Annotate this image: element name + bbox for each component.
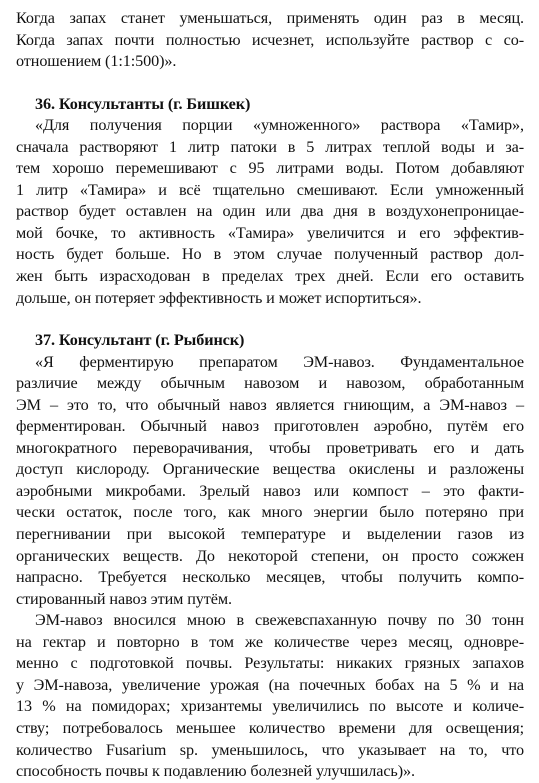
text-line: менно с подготовкой почвы. Результаты: никаких грязных запахов <box>16 654 524 673</box>
text-line: многократного переворачивания, чтобы проветривать его и дать <box>16 438 524 457</box>
text-line: ность будет больше. Но в этом случае полученный раствор дол- <box>16 245 524 264</box>
document-page <box>16 8 524 783</box>
heading-text: 36. Консультанты (г. Бишкек) <box>35 94 251 113</box>
text-line: количество Fusarium sp. уменьшилось, что указывает на то, что <box>16 740 524 759</box>
text-line: Когда запах станет уменьшаться, применять один раз в месяц. <box>16 9 524 27</box>
text-line: жен быть израсходован в пределах трех дней. Если его оставить <box>16 267 524 286</box>
section-heading <box>16 94 524 116</box>
text-line: отношением (1:1:500)». <box>16 52 177 71</box>
text-line: Когда запах почти полностью исчезнет, используйте раствор с со- <box>16 30 524 49</box>
section-heading <box>16 330 524 352</box>
text-line: доступ кислороду. Органические вещества окислены и разложены <box>16 460 524 479</box>
text-line: способность почвы к подавлению болезней улучшилась)». <box>16 762 415 781</box>
section-37-paragraph-1 <box>16 352 524 611</box>
text-line: ферментирован. Обычный навоз приготовлен аэробно, путём его <box>16 417 524 436</box>
text-line: 13 % на помидорах; хризантемы увеличились по высоте и количе- <box>16 697 524 716</box>
text-line: на гектар и повторно в том же количестве через месяц, одновре- <box>16 632 524 651</box>
text-line: ЭМ-навоз вносился мною в свежевспаханную почву по 30 тонн <box>35 611 524 630</box>
section-37-paragraph-2 <box>16 610 524 782</box>
text-line: аэробными микробами. Зрелый навоз или компост – это факти- <box>16 481 524 500</box>
section-37 <box>16 330 524 782</box>
section-spacer <box>16 309 524 330</box>
text-line: чески остаток, после того, как много энергии было потеряно при <box>16 503 524 522</box>
text-line: ству; потребовалось меньшее количество времени для освещения; <box>16 718 524 737</box>
text-line: «Я ферментирую препаратом ЭМ-навоз. Фундаментальное <box>35 352 524 371</box>
section-36 <box>16 94 524 309</box>
text-line: мой бочке, то активность «Тамира» увеличится и его эффектив- <box>16 223 524 242</box>
text-line: дольше, он потеряет эффективность и может испортиться». <box>16 288 422 307</box>
text-line: сначала растворяют 1 литр патоки в 5 литрах теплой воды и за- <box>16 137 524 156</box>
text-line: 1 литр «Тамира» и всё тщательно смешивают. Если умноженный <box>16 180 524 199</box>
text-line: тем хорошо перемешивают с 95 литрами воды. Потом добавляют <box>16 159 524 178</box>
text-line: органических веществ. До некоторой степени, он просто сожжен <box>16 546 524 565</box>
text-line: у ЭМ-навоза, увеличение урожая (на почечных бобах на 5 % и на <box>16 675 524 694</box>
section-36-paragraph <box>16 115 524 309</box>
text-line: различие между обычным навозом и навозом, обработанным <box>16 374 524 393</box>
text-line: раствор будет оставлен на один или два дня в воздухонепроницае- <box>16 202 524 221</box>
text-line: перегнивании при высокой температуре и выделении газов из <box>16 525 524 544</box>
heading-text: 37. Консультант (г. Рыбинск) <box>35 331 245 350</box>
text-line: напрасно. Требуется несколько месяцев, чтобы получить компо- <box>16 568 524 587</box>
text-line: ЭМ – это то, что обычный навоз является гниющим, а ЭМ-навоз – <box>16 395 524 414</box>
text-line: стированный навоз этим путём. <box>16 589 232 608</box>
intro-paragraph <box>16 8 524 73</box>
text-line: «Для получения порции «умноженного» раствора «Тамир», <box>35 116 524 135</box>
section-spacer <box>16 73 524 94</box>
